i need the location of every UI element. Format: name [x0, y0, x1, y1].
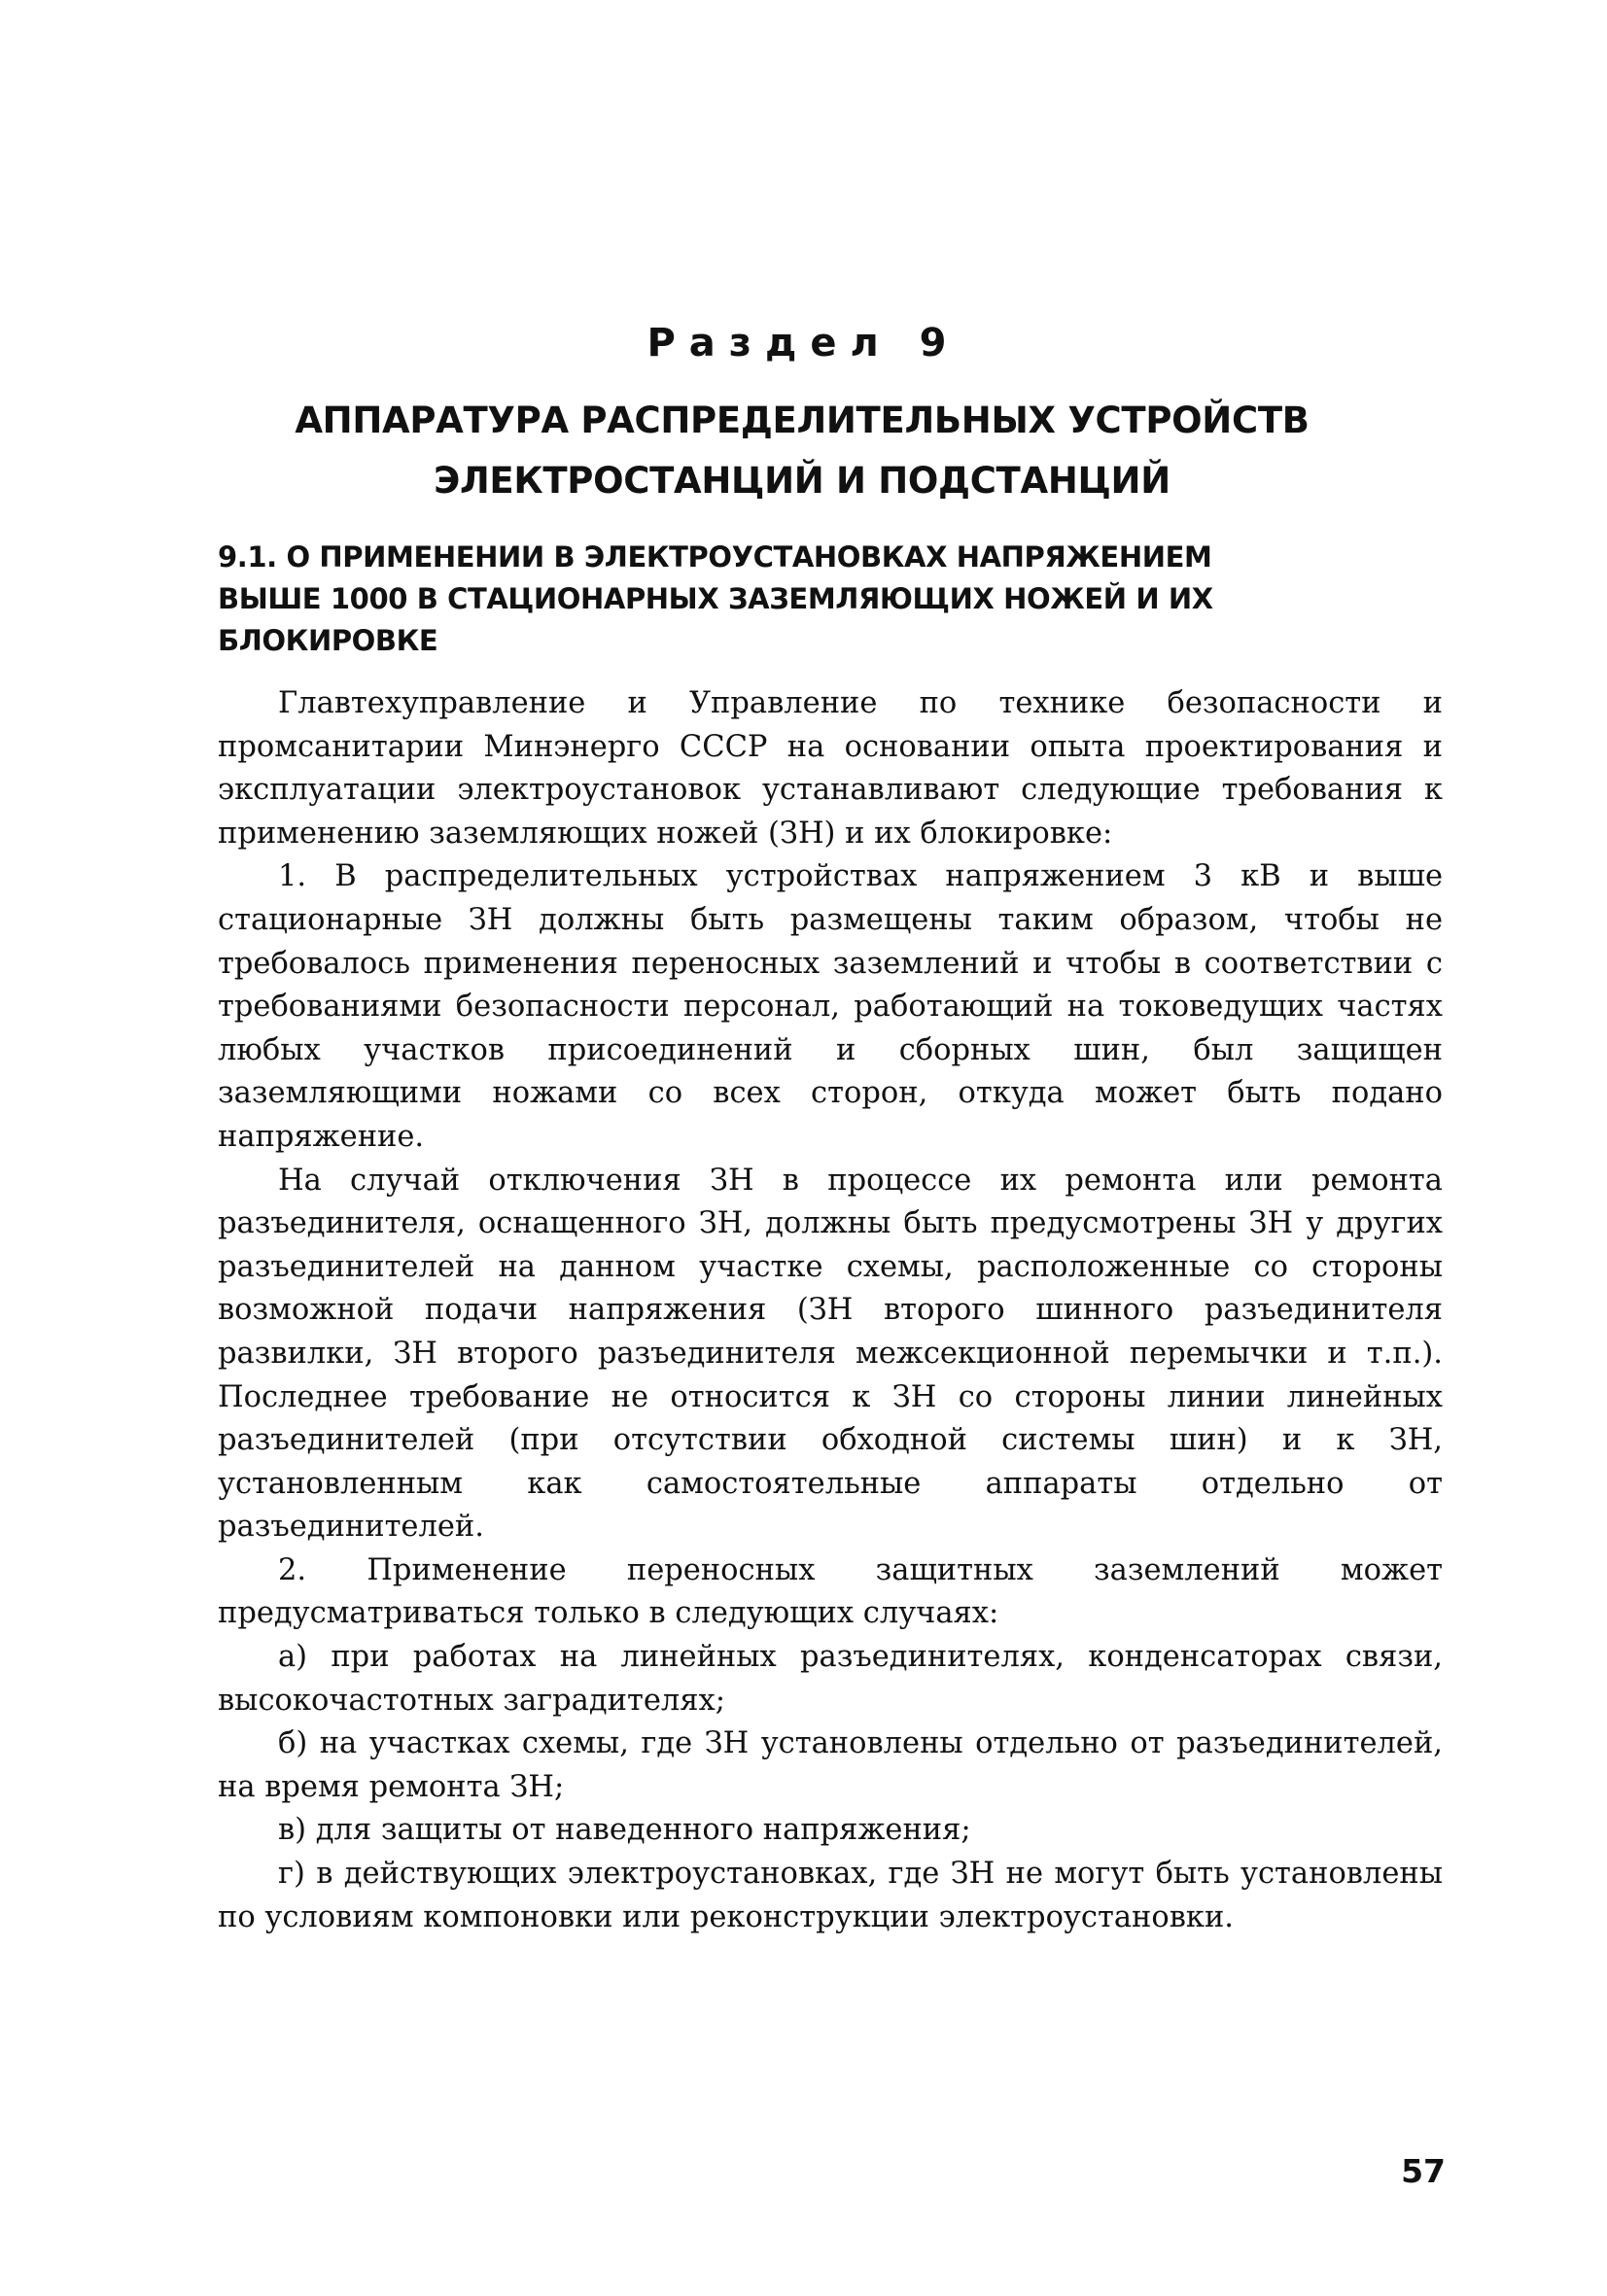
body-text — [218, 682, 1443, 1939]
section-label: Раздел 9 — [646, 321, 961, 365]
chapter-title — [175, 391, 1429, 511]
list-item-v: в) для защиты от наведенного напряжения; — [278, 1813, 971, 1848]
paragraph-item-2: 2. Применение переносных защитных заземлений может предусматриваться только в следующих случаях: — [218, 1552, 1443, 1631]
subsection-title-line: БЛОКИРОВКЕ — [218, 624, 438, 657]
subsection-title-line: ВЫШЕ 1000 В СТАЦИОНАРНЫХ ЗАЗЕМЛЯЮЩИХ НОЖЕЙ И ИХ — [218, 582, 1213, 615]
subsection-title-line: 9.1. О ПРИМЕНЕНИИ В ЭЛЕКТРОУСТАНОВКАХ НАПРЯЖЕНИЕМ — [218, 540, 1212, 574]
list-item-a: а) при работах на линейных разъединителях, конденсаторах связи, высокочастотных заградителях; — [218, 1640, 1443, 1718]
paragraph-item-1: 1. В распределительных устройствах напряжением 3 кВ и выше стационарные ЗН должны быть размещены таким образом, чтобы не требовалось применения переносных заземлений и чтобы в соответствии с требованиями безопасности персонал, работающий на токоведущих частях любых участков присоединений и сборных шин, был защищен заземляющими ножами со всех сторон, откуда может быть подано напряжение. — [218, 859, 1443, 1154]
chapter-title-line: АППАРАТУРА РАСПРЕДЕЛИТЕЛЬНЫХ УСТРОЙСТВ — [295, 400, 1310, 441]
paragraph-intro: Главтехуправление и Управление по технике безопасности и промсанитарии Минэнерго СССР на основании опыта проектирования и эксплуатации электроустановок устанавливают следующие требования к применению заземляющих ножей (ЗН) и их блокировке: — [218, 686, 1443, 851]
chapter-title-line: ЭЛЕКТРОСТАНЦИЙ И ПОДСТАНЦИЙ — [434, 460, 1170, 502]
list-item-g: г) в действующих электроустановках, где ЗН не могут быть установлены по условиям компоновки или реконструкции электроустановки. — [218, 1857, 1443, 1934]
page-number: 57 — [1401, 2152, 1446, 2190]
subsection-title — [218, 537, 1443, 662]
paragraph-item-1-note: На случай отключения ЗН в процессе их ремонта или ремонта разъединителя, оснащенного ЗН, должны быть предусмотрены ЗН у других разъединителей на данном участке схемы, расположенные со стороны возможной подачи напряжения (ЗН второго шинного разъединителя развилки, ЗН второго разъединителя межсекционной перемычки и т.п.). Последнее требование не относится к ЗН со стороны линии линейных разъединителей (при отсутствии обходной системы шин) и к ЗН, установленным как самостоятельные аппараты отдельно от разъединителей. — [218, 1163, 1443, 1545]
list-item-b: б) на участках схемы, где ЗН установлены отдельно от разъединителей, на время ремонта ЗН; — [218, 1726, 1443, 1804]
